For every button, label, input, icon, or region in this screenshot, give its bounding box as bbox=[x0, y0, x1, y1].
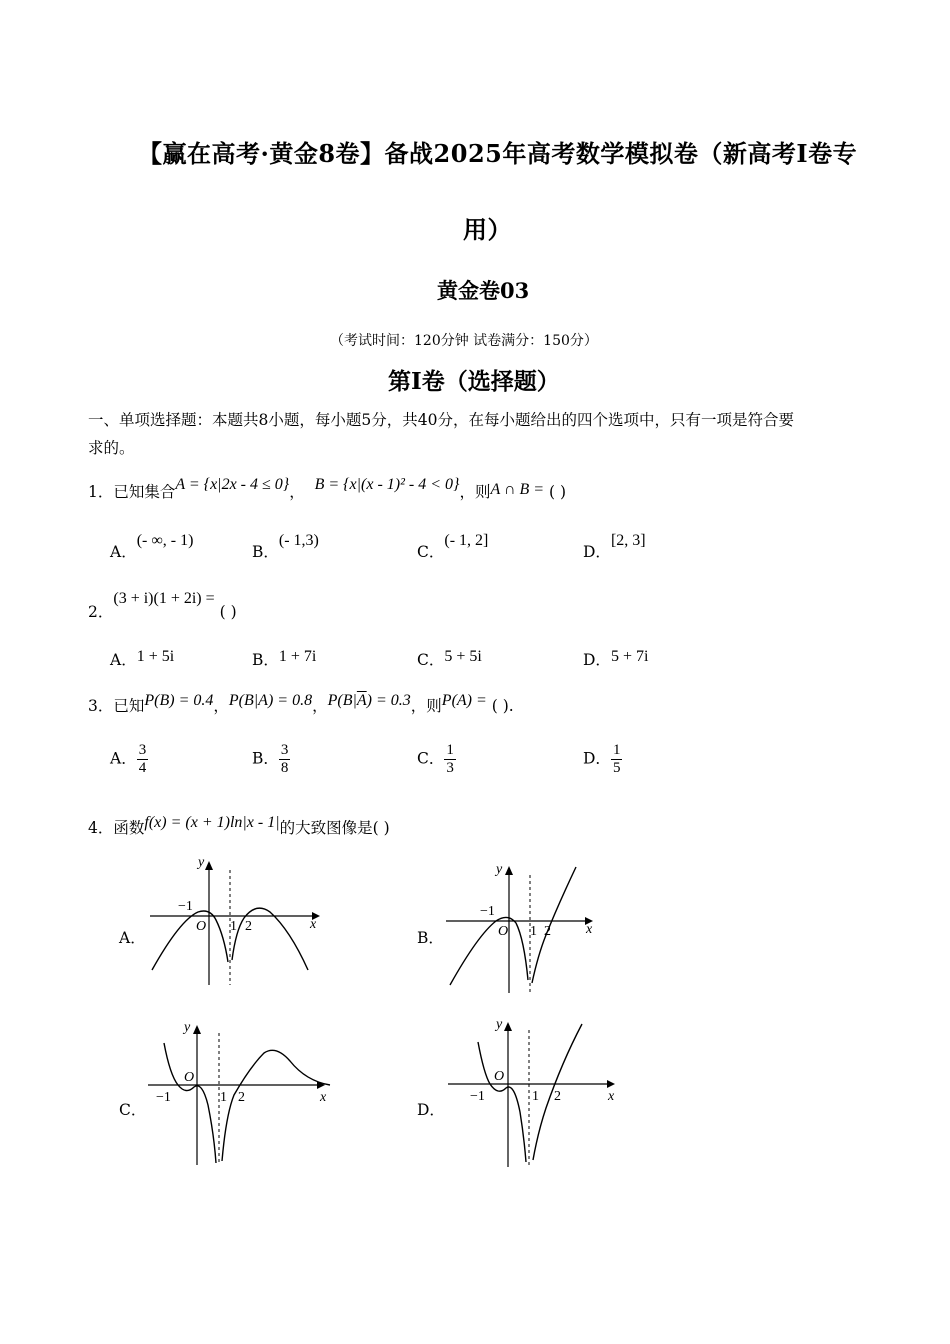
question-1-blank: ( ) bbox=[549, 483, 567, 501]
denominator: 3 bbox=[446, 760, 454, 776]
tick-2: 2 bbox=[238, 1090, 245, 1105]
tick-neg1: −1 bbox=[178, 899, 193, 914]
question-1-set-a: A = {x|2x - 4 ≤ 0} bbox=[175, 476, 290, 493]
question-3-pba: P(B|A) = 0.8 bbox=[228, 692, 313, 709]
option-label: C． bbox=[417, 651, 445, 669]
tick-1: 1 bbox=[530, 924, 537, 939]
origin-label: O bbox=[196, 919, 207, 934]
option-fraction bbox=[137, 742, 149, 777]
x-axis-label: x bbox=[310, 917, 317, 932]
option-value: [2, 3] bbox=[610, 532, 646, 549]
option-value: (- 1, 2] bbox=[444, 532, 489, 549]
document-title-line1: 【赢在高考·黄金8卷】备战2025年高考数学模拟卷（新高考Ⅰ卷专 bbox=[138, 139, 858, 168]
part-title: 第I卷（选择题） bbox=[388, 368, 560, 395]
curve-left bbox=[478, 1042, 526, 1162]
x-axis-label: x bbox=[320, 1090, 327, 1105]
option-label: A． bbox=[110, 543, 137, 561]
option-value: (- ∞, - 1) bbox=[136, 532, 194, 549]
question-2-option-d bbox=[583, 648, 648, 670]
graph-c-label: C． bbox=[119, 1101, 147, 1119]
origin-label: O bbox=[498, 924, 509, 939]
tick-1: 1 bbox=[532, 1089, 539, 1104]
denominator: 8 bbox=[280, 760, 289, 776]
denominator: 5 bbox=[612, 760, 621, 776]
tick-1: 1 bbox=[230, 919, 237, 934]
question-3-option-d bbox=[583, 742, 622, 777]
tick-neg1: −1 bbox=[480, 904, 495, 919]
question-3-sep-1: ， bbox=[213, 697, 229, 715]
question-3-option-b bbox=[252, 742, 290, 777]
question-4-number: 4． bbox=[88, 819, 114, 837]
x-axis-label: x bbox=[608, 1089, 615, 1104]
question-3-number: 3． bbox=[88, 697, 114, 715]
question-1-number: 1． bbox=[88, 483, 114, 501]
section-heading-line2: 求的。 bbox=[88, 439, 135, 457]
curve-left bbox=[450, 917, 528, 985]
option-value: 1 + 7i bbox=[278, 648, 317, 665]
expr-part: ) = 0.3 bbox=[366, 692, 411, 709]
question-2-blank: ( ) bbox=[219, 603, 237, 621]
option-fraction bbox=[611, 742, 623, 777]
question-3-suffix: ，则 bbox=[410, 697, 442, 715]
option-label: D． bbox=[583, 543, 611, 561]
option-value: 5 + 7i bbox=[610, 648, 649, 665]
complement-a: $\overline{A}$ bbox=[356, 692, 367, 709]
option-label: D． bbox=[583, 651, 611, 669]
question-1-intersection: A ∩ B = bbox=[490, 481, 545, 498]
question-1-set-b: B = {x|(x - 1)² - 4 < 0} bbox=[314, 476, 460, 493]
curve-left bbox=[152, 911, 228, 970]
graph-a bbox=[140, 850, 330, 990]
x-axis-arrow-icon bbox=[607, 1080, 615, 1088]
question-2-option-a bbox=[110, 648, 174, 670]
graph-b bbox=[438, 855, 608, 995]
question-2-stem bbox=[88, 590, 237, 622]
x-axis-label: x bbox=[586, 922, 593, 937]
section-heading-line1: 一、单项选择题：本题共8小题，每小题5分，共40分，在每小题给出的四个选项中，只有一项是符合要 bbox=[88, 411, 794, 429]
y-axis-label: y bbox=[184, 1020, 191, 1035]
denominator: 4 bbox=[138, 760, 147, 776]
question-1-option-a bbox=[110, 532, 194, 562]
question-3-pa: P(A) = bbox=[441, 692, 487, 709]
y-axis-label: y bbox=[496, 862, 503, 877]
option-label: B． bbox=[252, 749, 279, 768]
tick-2: 2 bbox=[544, 924, 551, 939]
curve-right bbox=[532, 867, 576, 983]
question-2-number: 2． bbox=[88, 603, 114, 621]
option-label: C． bbox=[417, 749, 445, 768]
option-fraction bbox=[444, 742, 456, 777]
y-axis-arrow-icon bbox=[504, 1022, 512, 1031]
question-2-expression: (3 + i)(1 + 2i) = bbox=[113, 590, 215, 607]
question-3-pb-not-a bbox=[328, 692, 411, 709]
question-2-option-c bbox=[417, 648, 482, 670]
tick-1: 1 bbox=[220, 1090, 227, 1105]
option-label: C． bbox=[417, 543, 445, 561]
origin-label: O bbox=[184, 1070, 195, 1085]
graph-d bbox=[440, 1012, 630, 1172]
document-title-line2: 用） bbox=[463, 215, 512, 244]
graph-d-label: D． bbox=[417, 1101, 445, 1119]
option-label: A． bbox=[110, 749, 137, 768]
tick-neg1: −1 bbox=[470, 1089, 485, 1104]
y-axis-arrow-icon bbox=[505, 866, 513, 875]
question-4-function: f(x) = (x + 1)ln|x - 1| bbox=[144, 814, 280, 831]
y-axis-arrow-icon bbox=[205, 861, 213, 870]
paper-subtitle: 黄金卷03 bbox=[437, 278, 530, 303]
question-1-suffix: ，则 bbox=[459, 483, 491, 501]
question-3-pb: P(B) = 0.4 bbox=[144, 692, 214, 709]
question-1-stem bbox=[88, 476, 567, 502]
question-4-stem bbox=[88, 816, 390, 838]
y-axis-arrow-icon bbox=[193, 1025, 201, 1034]
option-label: A． bbox=[110, 651, 137, 669]
question-3-blank: ( ). bbox=[491, 697, 514, 715]
numerator: 1 bbox=[612, 742, 621, 758]
tick-2: 2 bbox=[554, 1089, 561, 1104]
curve-right bbox=[232, 908, 308, 970]
question-1-prefix: 已知集合 bbox=[113, 483, 176, 501]
question-3-option-a bbox=[110, 742, 148, 777]
option-fraction bbox=[279, 742, 291, 777]
question-3-stem bbox=[88, 694, 514, 716]
y-axis-label: y bbox=[496, 1017, 503, 1032]
graph-a-label: A． bbox=[119, 929, 146, 947]
tick-2: 2 bbox=[245, 919, 252, 934]
question-4-blank: ( ) bbox=[372, 819, 390, 837]
curve-right bbox=[222, 1050, 330, 1161]
expr-part: P(B| bbox=[327, 692, 357, 709]
option-value: 5 + 5i bbox=[444, 648, 482, 665]
graph-c bbox=[140, 1015, 340, 1170]
question-1-option-d bbox=[583, 532, 646, 562]
tick-neg1: −1 bbox=[156, 1090, 171, 1105]
question-4-suffix: 的大致图像是 bbox=[279, 819, 373, 837]
question-4-prefix: 函数 bbox=[113, 819, 145, 837]
option-label: B． bbox=[252, 651, 279, 669]
numerator: 1 bbox=[446, 742, 454, 758]
question-2-option-b bbox=[252, 648, 316, 670]
origin-label: O bbox=[494, 1069, 505, 1084]
option-value: (- 1,3) bbox=[278, 532, 319, 549]
exam-info: （考试时间：120分钟 试卷满分：150分） bbox=[330, 333, 598, 349]
option-label: B． bbox=[252, 543, 279, 561]
curve-left bbox=[164, 1043, 216, 1163]
question-3-sep-2: ， bbox=[312, 697, 328, 715]
question-1-option-c bbox=[417, 532, 489, 562]
question-3-prefix: 已知 bbox=[113, 697, 145, 715]
graph-b-label: B． bbox=[417, 929, 444, 947]
question-3-option-c bbox=[417, 742, 456, 777]
question-1-comma: ， bbox=[289, 483, 305, 501]
numerator: 3 bbox=[138, 742, 147, 758]
y-axis-label: y bbox=[198, 855, 205, 870]
numerator: 3 bbox=[280, 742, 289, 758]
question-1-option-b bbox=[252, 532, 319, 562]
option-value: 1 + 5i bbox=[136, 648, 175, 665]
option-label: D． bbox=[583, 749, 611, 768]
